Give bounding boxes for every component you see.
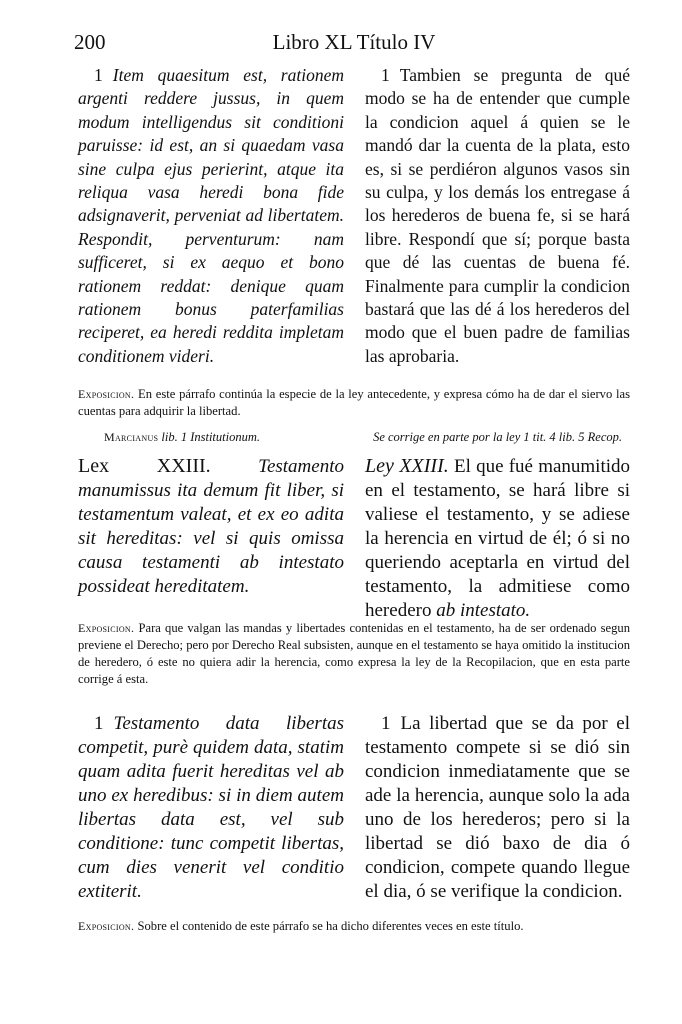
exposicion-note-1 — [78, 386, 630, 420]
exposicion-note-2 — [78, 620, 630, 688]
latin-text-section-2 — [78, 454, 344, 599]
paragraph-number: 1 — [94, 713, 104, 734]
note-label: Exposicion. — [78, 387, 135, 401]
exposicion-note-3 — [78, 918, 630, 935]
page-header — [74, 30, 634, 58]
latin-paragraph: Item quaesitum est, rationem argenti reddere jussus, in quem modum intelligendus sit conditioni paruisse: id est, an si quaedam vasa sine culpa ejus perierint, atque ita reliqua vasa heredi bona fide adsignaverit, perveniat ad libertatem. Respondit, perventurum: nam sufficeret, si ex aequo et bono rationem reddat: denique quam rationem bonus paterfamilias reciperet, ea heredi reddita impletam conditionem videri. — [78, 65, 344, 366]
note-label: Exposicion. — [78, 621, 135, 635]
spanish-paragraph: El que fué manumitido en el testamento, se hará libre si valiese el testamento, y se adiese la herencia en virtud de él; ó si no queriendo aceptarla en virtud del testamento, la admitiese como heredero — [365, 456, 631, 621]
latin-paragraph: Testamento data libertas competit, purè quidem data, statim quam adita fuerit hereditas vel ab uno ex heredibus: si in diem autem libertas data est, vel sub conditione: tunc competit libertas, cum dies venerit vel conditio extiterit. — [78, 713, 344, 902]
spanish-text-section-3 — [365, 712, 630, 904]
latin-paragraph: Testamento manumissus ita demum fit liber, si testamentum valeat, et ex eo adita sit hereditas: vel si quis omissa causa testamenti ab intestato possideat hereditatem. — [78, 456, 344, 597]
section-3 — [78, 712, 630, 912]
citation-work: lib. 1 Institutionum. — [161, 430, 261, 444]
paragraph-number: 1 — [94, 65, 103, 85]
citation-author: Marcianus — [104, 430, 159, 444]
paragraph-number: 1 — [381, 713, 391, 734]
note-text: En este párrafo continúa la especie de la ley antecedente, y expresa cómo ha de dar el siervo las cuentas para adquirir la libertad. — [78, 387, 630, 418]
source-citation — [78, 430, 630, 448]
ley-heading: Ley XXIII. — [365, 455, 449, 477]
citation-correction: Se corrige en parte por la ley 1 tit. 4 lib. 5 Recop. — [373, 430, 622, 444]
section-1 — [78, 64, 630, 382]
note-text: Para que valgan las mandas y libertades contenidas en el testamento, ha de ser ordenado segun previene el Derecho; pero por Derecho Real subsisten, aunque en el testamento se haya omitido la institucion de heredero, ó este no quiera adir la herencia, como expresa la ley de la Recopilacion, que en esta parte corrige á esta. — [78, 621, 630, 686]
spanish-paragraph-tail: ab intestato. — [436, 600, 531, 621]
page-number: 200 — [74, 30, 106, 54]
running-title: Libro XL Título IV — [272, 30, 436, 54]
lex-heading: Lex XXIII. — [78, 455, 211, 477]
note-label: Exposicion. — [78, 919, 135, 933]
citation-author-work — [104, 430, 260, 445]
section-2 — [78, 454, 631, 621]
latin-text-section-3 — [78, 712, 344, 904]
spanish-text-section-2 — [365, 454, 630, 623]
paragraph-number: 1 — [381, 65, 390, 85]
latin-text-section-1 — [78, 64, 344, 368]
note-text: Sobre el contenido de este párrafo se ha dicho diferentes veces en este título. — [137, 919, 524, 933]
spanish-paragraph: Tambien se pregunta de qué modo se ha de entender que cumple la condicion aquel á quien se le mandó dar la cuenta de la plata, esto es, si se perdiéron algunos vasos sin su culpa, y los demás los entregase á los herederos de buena fe, si se hará libre. Respondí que sí; porque basta que dé las cuentas de buena fé. Finalmente para cumplir la condicion bastará que las dé á los herederos del modo que el buen padre de familias las aprobaria. — [365, 65, 630, 366]
spanish-text-section-1 — [365, 64, 630, 368]
spanish-paragraph: La libertad que se da por el testamento compete si se dió sin condicion inmediatamente que se ade la herencia, aunque solo la ada uno de los herederos; pero si la libertad se dió baxo de dia ó condicion, compete quando llegue el dia, ó se verifique la condicion. — [365, 713, 630, 902]
